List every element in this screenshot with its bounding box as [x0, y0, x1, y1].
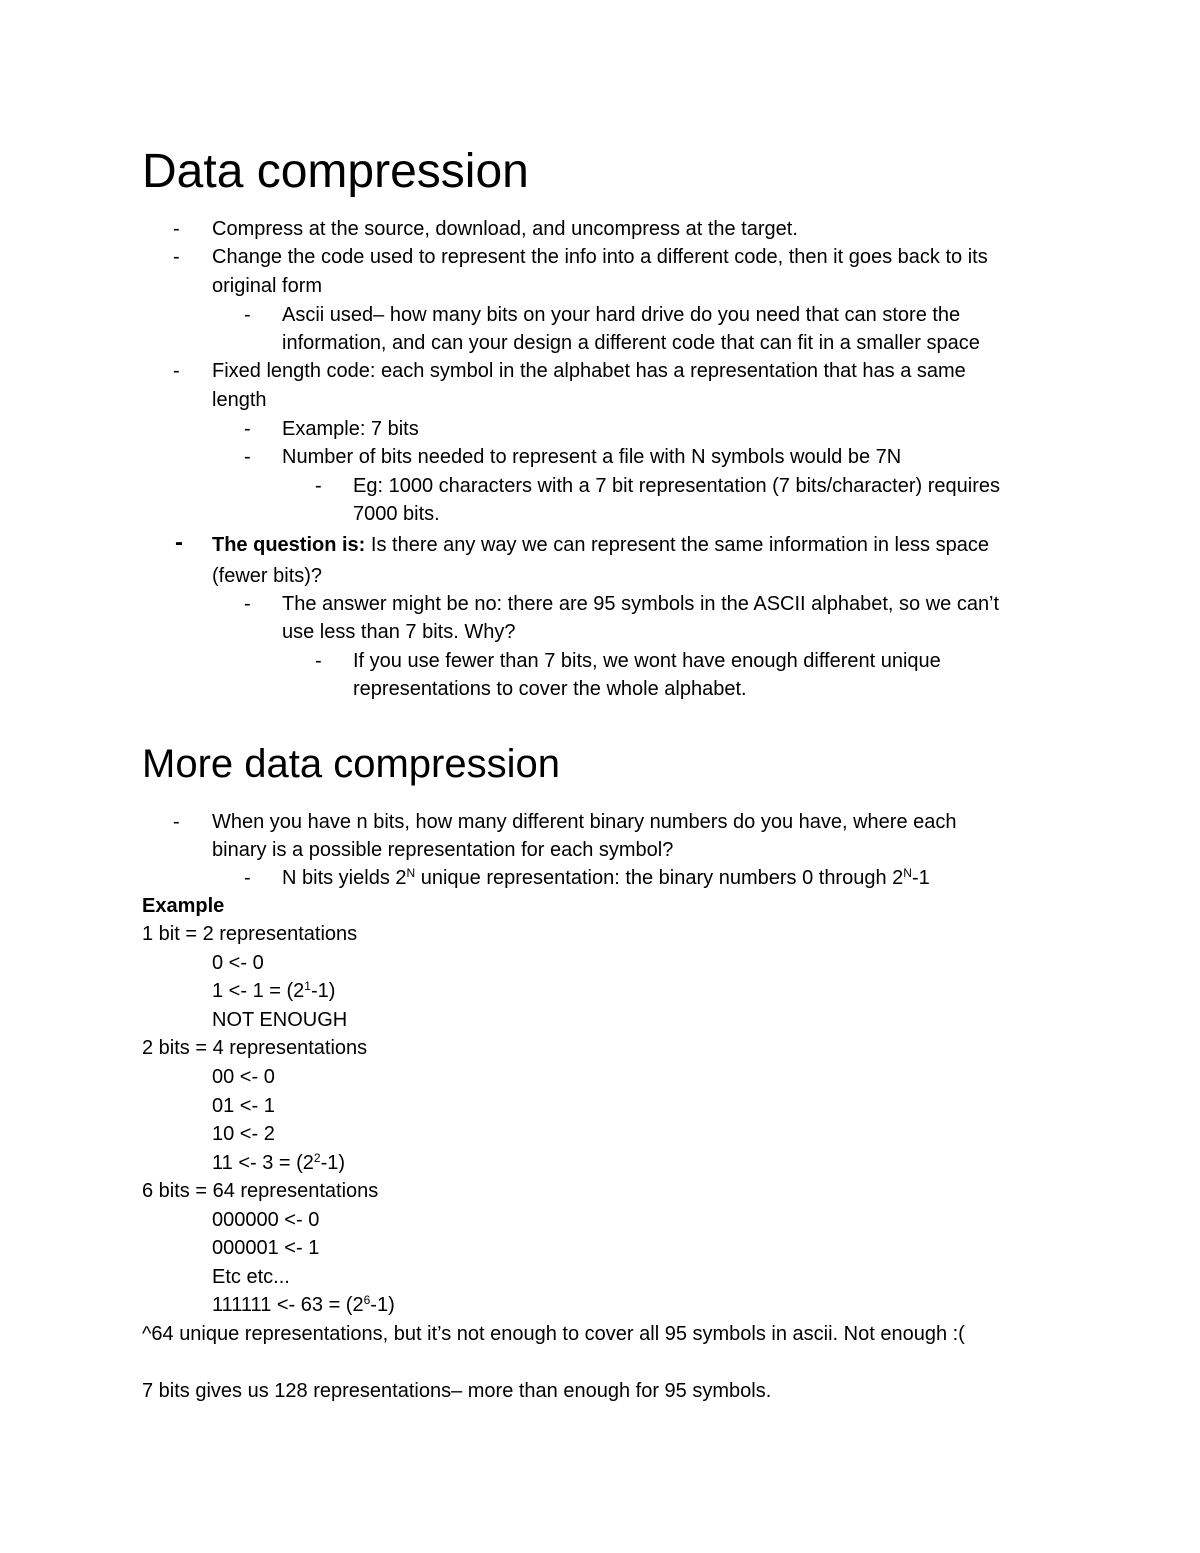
question-text-continued: (fewer bits)? [212, 565, 323, 587]
conclusion-line: 7 bits gives us 128 representations– more than enough for 95 symbols. [142, 1380, 772, 1402]
sub-sub-bullet-text-continued: 7000 bits. [353, 503, 440, 525]
sub-sub-bullet-dash: - [315, 650, 322, 672]
text-run: unique representation: the binary numbers 0 through 2 [415, 867, 904, 889]
text-run: N bits yields 2 [282, 867, 407, 889]
text-run: 111111 <- 63 = (2 [212, 1294, 364, 1316]
bullet-text-continued: original form [212, 275, 323, 297]
sub-bullet-dash: - [244, 593, 251, 615]
text-run: 11 <- 3 = (2 [212, 1152, 314, 1174]
sub-sub-bullet-text-continued: representations to cover the whole alphabet. [353, 678, 747, 700]
sub-bullet-text-continued: information, and can your design a different code that can fit in a smaller space [282, 332, 980, 354]
sub-bullet-text: Number of bits needed to represent a file with N symbols would be 7N [282, 446, 902, 468]
superscript: N [903, 866, 912, 880]
bullet-dash: - [173, 246, 180, 268]
conclusion-line: ^64 unique representations, but it’s not enough to cover all 95 symbols in ascii. Not enough :( [142, 1323, 965, 1345]
example-label: Example [142, 895, 225, 917]
bullet-text: When you have n bits, how many different binary numbers do you have, where each [212, 811, 957, 833]
sub-sub-bullet-dash: - [315, 475, 322, 497]
sub-bullet-text [282, 866, 930, 890]
sub-sub-bullet-text: If you use fewer than 7 bits, we wont have enough different unique [353, 650, 941, 672]
sub-sub-bullet-text: Eg: 1000 characters with a 7 bit representation (7 bits/character) requires [353, 475, 1000, 497]
question-line [212, 533, 989, 557]
sub-bullet-dash: - [244, 418, 251, 440]
example-heading: 6 bits = 64 representations [142, 1180, 379, 1202]
text-run: -1) [310, 980, 336, 1002]
bullet-text-continued: length [212, 389, 267, 411]
example-line: 01 <- 1 [212, 1095, 275, 1117]
bullet-dash: - [173, 360, 180, 382]
example-line: 0 <- 0 [212, 952, 264, 974]
example-line [212, 979, 335, 1003]
bullet-text: Change the code used to represent the info into a different code, then it goes back to its [212, 246, 988, 268]
bullet-text: Compress at the source, download, and uncompress at the target. [212, 218, 798, 240]
example-line [212, 1293, 395, 1317]
bullet-dash: - [173, 218, 180, 240]
example-heading: 1 bit = 2 representations [142, 923, 358, 945]
example-line: 10 <- 2 [212, 1123, 275, 1145]
sub-bullet-dash: - [244, 867, 251, 889]
example-line [212, 1151, 345, 1175]
example-line: Etc etc... [212, 1266, 290, 1288]
text-run: -1) [370, 1294, 395, 1316]
superscript: 1 [304, 979, 311, 993]
example-heading: 2 bits = 4 representations [142, 1037, 368, 1059]
question-label: The question is: [212, 534, 366, 556]
sub-bullet-text: The answer might be no: there are 95 symbols in the ASCII alphabet, so we can’t [282, 593, 1000, 615]
text-run: -1) [320, 1152, 346, 1174]
text-run: -1 [911, 867, 930, 889]
superscript: 6 [363, 1293, 371, 1307]
sub-bullet-text: Ascii used– how many bits on your hard drive do you need that can store the [282, 304, 961, 326]
example-line: 00 <- 0 [212, 1066, 275, 1088]
example-line: NOT ENOUGH [212, 1009, 348, 1031]
section-title-data-compression: Data compression [142, 145, 529, 198]
question-text: Is there any way we can represent the same information in less space [365, 534, 989, 556]
superscript: 2 [313, 1151, 321, 1165]
example-line: 000001 <- 1 [212, 1237, 320, 1259]
bullet-dash-bold: - [175, 529, 183, 556]
sub-bullet-dash: - [244, 304, 251, 326]
text-run: 1 <- 1 = (2 [212, 980, 305, 1002]
example-line: 000000 <- 0 [212, 1209, 320, 1231]
sub-bullet-dash: - [244, 446, 251, 468]
bullet-text-continued: binary is a possible representation for each symbol? [212, 839, 674, 861]
section-title-more-data-compression: More data compression [142, 742, 560, 786]
superscript: N [406, 866, 416, 880]
sub-bullet-text: Example: 7 bits [282, 418, 419, 440]
sub-bullet-text-continued: use less than 7 bits. Why? [282, 621, 516, 643]
bullet-dash: - [173, 811, 180, 833]
bullet-text: Fixed length code: each symbol in the alphabet has a representation that has a same [212, 360, 966, 382]
